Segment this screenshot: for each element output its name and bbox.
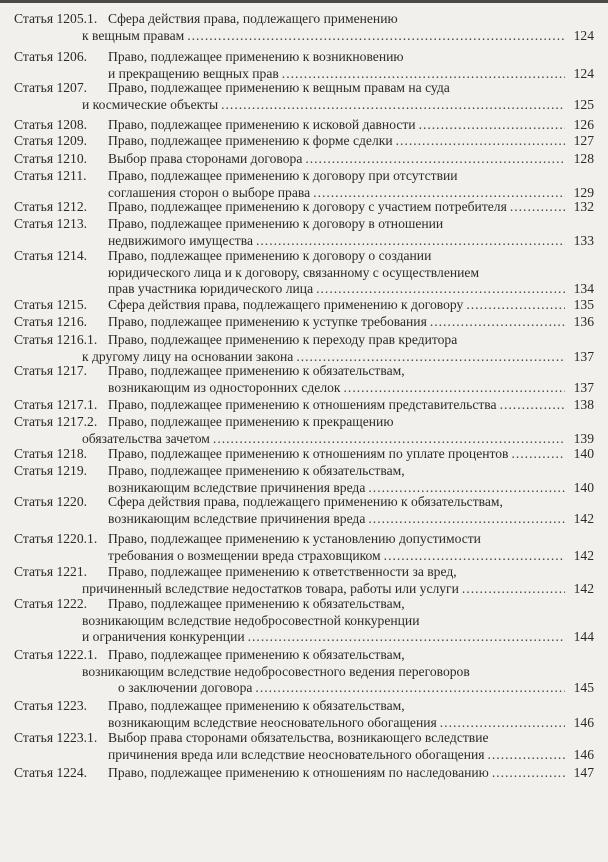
entry-title-line bbox=[108, 396, 594, 414]
entry-title-text: возникающим вследствие недобросовестной конкуренции bbox=[82, 612, 420, 628]
entry-title-line bbox=[108, 313, 594, 331]
entry-title-line bbox=[108, 547, 594, 565]
entry-title-text: Право, подлежащее применению к договору при отсутствии bbox=[108, 168, 458, 183]
entry-title-line bbox=[108, 746, 594, 764]
entry-title-text: Выбор права сторонами обязательства, возникающего вследствие bbox=[108, 730, 489, 745]
article-number: Статья 1210. bbox=[14, 151, 88, 166]
leader-dots bbox=[248, 628, 565, 646]
leader-dots bbox=[510, 198, 565, 216]
entry-title-line bbox=[108, 79, 450, 97]
leader-dots bbox=[255, 679, 565, 697]
page-number: 129 bbox=[573, 184, 594, 200]
article-number: Статья 1215. bbox=[14, 297, 88, 312]
entry-title-text: прав участника юридического лица bbox=[108, 281, 314, 297]
entry-title-line bbox=[108, 48, 404, 66]
entry-title-text: о заключении договора bbox=[118, 680, 253, 696]
entry-title-line bbox=[82, 628, 594, 646]
page-number: 138 bbox=[573, 397, 594, 412]
entry-title-text: и прекращению вещных прав bbox=[108, 65, 279, 81]
article-number: Статья 1211. bbox=[14, 168, 87, 183]
entry-title-line bbox=[108, 729, 489, 747]
article-number: Статья 1205.1. bbox=[14, 11, 98, 26]
article-number: Статья 1220. bbox=[14, 494, 88, 509]
entry-title-line bbox=[108, 493, 503, 511]
entry-title-line bbox=[108, 462, 405, 480]
entry-title-line bbox=[108, 247, 431, 265]
entry-title-text: соглашения сторон о выборе права bbox=[108, 184, 311, 200]
entry-title-text: Сфера действия права, подлежащего применению к договору bbox=[108, 297, 464, 312]
entry-title-text: причиненный вследствие недостатков товара, работы или услуги bbox=[82, 580, 459, 596]
entry-title-text: Право, подлежащее применению к обязательствам, bbox=[108, 363, 405, 378]
entry-title-text: и космические объекты bbox=[82, 96, 219, 112]
entry-title-line bbox=[108, 530, 481, 548]
leader-dots bbox=[466, 296, 565, 314]
leader-dots bbox=[368, 510, 565, 528]
page-number: 142 bbox=[573, 580, 594, 596]
entry-title-text: Право, подлежащее применению к установлению допустимости bbox=[108, 531, 481, 546]
article-number: Статья 1209. bbox=[14, 133, 88, 148]
article-number: Статья 1222. bbox=[14, 596, 88, 611]
article-number: Статья 1207. bbox=[14, 80, 88, 95]
entry-title-text: и ограничения конкуренции bbox=[82, 629, 245, 645]
article-number: Статья 1220.1. bbox=[14, 531, 98, 546]
page-number: 125 bbox=[573, 96, 594, 112]
entry-title-line bbox=[108, 264, 479, 282]
entry-title-text: к другому лицу на основании закона bbox=[82, 348, 294, 364]
entry-title-text: Право, подлежащее применению к обязательствам, bbox=[108, 463, 405, 478]
page-number: 139 bbox=[573, 430, 594, 446]
entry-title-line bbox=[108, 132, 594, 150]
entry-title-text: Право, подлежащее применению к вещным правам на суда bbox=[108, 80, 450, 95]
entry-title-text: возникающим вследствие недобросовестного ведения переговоров bbox=[82, 663, 470, 679]
leader-dots bbox=[187, 27, 565, 45]
entry-title-line bbox=[82, 27, 594, 45]
entry-title-line bbox=[108, 563, 457, 581]
article-number: Статья 1212. bbox=[14, 199, 88, 214]
article-number: Статья 1216.1. bbox=[14, 332, 98, 347]
entry-title-text: недвижимого имущества bbox=[108, 232, 253, 248]
article-number: Статья 1206. bbox=[14, 49, 88, 64]
entry-title-text: возникающим из односторонних сделок bbox=[108, 379, 341, 395]
entry-title-text: Выбор права сторонами договора bbox=[108, 151, 303, 166]
page-number: 124 bbox=[573, 27, 594, 43]
article-number: Статья 1223. bbox=[14, 698, 88, 713]
page-number: 146 bbox=[573, 714, 594, 730]
entry-title-line bbox=[108, 510, 594, 528]
entry-title-text: Право, подлежащее применению к возникновению bbox=[108, 49, 404, 64]
leader-dots bbox=[492, 764, 565, 782]
entry-title-text: Право, подлежащее применению к договору в отношении bbox=[108, 216, 444, 231]
entry-title-line bbox=[108, 413, 393, 431]
leader-dots bbox=[488, 746, 566, 764]
leader-dots bbox=[500, 396, 565, 414]
entry-title-line bbox=[108, 595, 405, 613]
entry-title-text: Право, подлежащее применению к договору о создании bbox=[108, 248, 432, 263]
page-number: 146 bbox=[573, 746, 594, 762]
entry-title-line bbox=[108, 379, 594, 397]
entry-title-line bbox=[108, 10, 398, 28]
page-number: 126 bbox=[573, 117, 594, 132]
page-number: 137 bbox=[573, 379, 594, 395]
leader-dots bbox=[221, 96, 565, 114]
entry-title-text: Право, подлежащее применению к обязательствам, bbox=[108, 698, 405, 713]
entry-title-line bbox=[108, 764, 594, 782]
page-number: 132 bbox=[573, 199, 594, 214]
page-number: 136 bbox=[573, 314, 594, 329]
article-number: Статья 1208. bbox=[14, 117, 88, 132]
entry-title-line bbox=[118, 679, 594, 697]
entry-title-text: Право, подлежащее применению к ответственности за вред, bbox=[108, 564, 457, 579]
leader-dots bbox=[511, 445, 565, 463]
entry-title-line bbox=[82, 96, 594, 114]
entry-title-text: требования о возмещении вреда страховщиком bbox=[108, 547, 381, 563]
entry-title-text: Право, подлежащее применению к форме сделки bbox=[108, 133, 393, 148]
page-number: 124 bbox=[573, 65, 594, 81]
entry-title-text: Право, подлежащее применению к уступке требования bbox=[108, 314, 427, 329]
leader-dots bbox=[396, 132, 565, 150]
entry-title-text: Право, подлежащее применению к отношениям по наследованию bbox=[108, 765, 489, 780]
page-number: 140 bbox=[573, 446, 594, 461]
entry-title-line bbox=[108, 697, 405, 715]
entry-title-text: обязательства зачетом bbox=[82, 430, 210, 446]
article-number: Статья 1217.2. bbox=[14, 414, 98, 429]
article-number: Статья 1214. bbox=[14, 248, 88, 263]
entry-title-line bbox=[108, 296, 594, 314]
article-number: Статья 1216. bbox=[14, 314, 88, 329]
entry-title-line bbox=[108, 215, 443, 233]
entry-title-line bbox=[108, 167, 458, 185]
entry-title-line bbox=[82, 663, 470, 681]
page-number: 142 bbox=[573, 510, 594, 526]
article-number: Статья 1213. bbox=[14, 216, 88, 231]
entry-title-text: возникающим вследствие неосновательного обогащения bbox=[108, 714, 437, 730]
page-number: 133 bbox=[573, 232, 594, 248]
page-number: 147 bbox=[573, 765, 594, 780]
entry-title-text: Право, подлежащее применению к договору с участием потребителя bbox=[108, 199, 507, 214]
entry-title-text: Право, подлежащее применению к исковой давности bbox=[108, 117, 416, 132]
article-number: Статья 1221. bbox=[14, 564, 88, 579]
page-number: 144 bbox=[573, 629, 594, 645]
entry-title-text: Сфера действия права, подлежащего применению bbox=[108, 11, 398, 26]
page-number: 145 bbox=[573, 680, 594, 696]
leader-dots bbox=[384, 547, 565, 565]
entry-title-text: Сфера действия права, подлежащего применению к обязательствам, bbox=[108, 494, 503, 509]
leader-dots bbox=[462, 580, 565, 598]
entry-title-text: к вещным правам bbox=[82, 27, 185, 43]
leader-dots bbox=[344, 379, 565, 397]
entry-title-text: Право, подлежащее применению к обязательствам, bbox=[108, 596, 405, 611]
entry-title-text: возникающим вследствие причинения вреда bbox=[108, 479, 366, 495]
page-number: 142 bbox=[573, 547, 594, 563]
page-number: 137 bbox=[573, 348, 594, 364]
article-number: Статья 1219. bbox=[14, 463, 88, 478]
entry-title-text: Право, подлежащее применению к обязательствам, bbox=[108, 647, 405, 662]
entry-title-text: Право, подлежащее применению к отношениям по уплате процентов bbox=[108, 446, 509, 461]
entry-title-text: Право, подлежащее применению к прекращению bbox=[108, 414, 394, 429]
leader-dots bbox=[305, 150, 565, 168]
page-number: 134 bbox=[573, 281, 594, 297]
entry-title-line bbox=[108, 331, 457, 349]
entry-title-line bbox=[108, 445, 594, 463]
article-number: Статья 1222.1. bbox=[14, 647, 98, 662]
entry-title-text: возникающим вследствие причинения вреда bbox=[108, 510, 366, 526]
article-number: Статья 1217. bbox=[14, 363, 88, 378]
entry-title-line bbox=[108, 646, 405, 664]
article-number: Статья 1224. bbox=[14, 765, 88, 780]
page-number: 127 bbox=[573, 133, 594, 148]
entry-title-text: юридического лица и к договору, связанному с осуществлением bbox=[108, 264, 480, 280]
entry-title-line bbox=[82, 612, 419, 630]
entry-title-text: причинения вреда или вследствие неосновательного обогащения bbox=[108, 746, 485, 762]
page-number: 140 bbox=[573, 479, 594, 495]
entry-title-line bbox=[108, 198, 594, 216]
entry-title-text: Право, подлежащее применению к переходу прав кредитора bbox=[108, 332, 458, 347]
entry-title-text: Право, подлежащее применению к отношениям представительства bbox=[108, 397, 497, 412]
article-number: Статья 1217.1. bbox=[14, 397, 98, 412]
entry-title-line bbox=[108, 150, 594, 168]
leader-dots bbox=[430, 313, 565, 331]
page-number: 128 bbox=[573, 151, 594, 166]
entry-title-line bbox=[108, 362, 405, 380]
page-number: 135 bbox=[573, 297, 594, 312]
article-number: Статья 1223.1. bbox=[14, 730, 98, 745]
article-number: Статья 1218. bbox=[14, 446, 88, 461]
